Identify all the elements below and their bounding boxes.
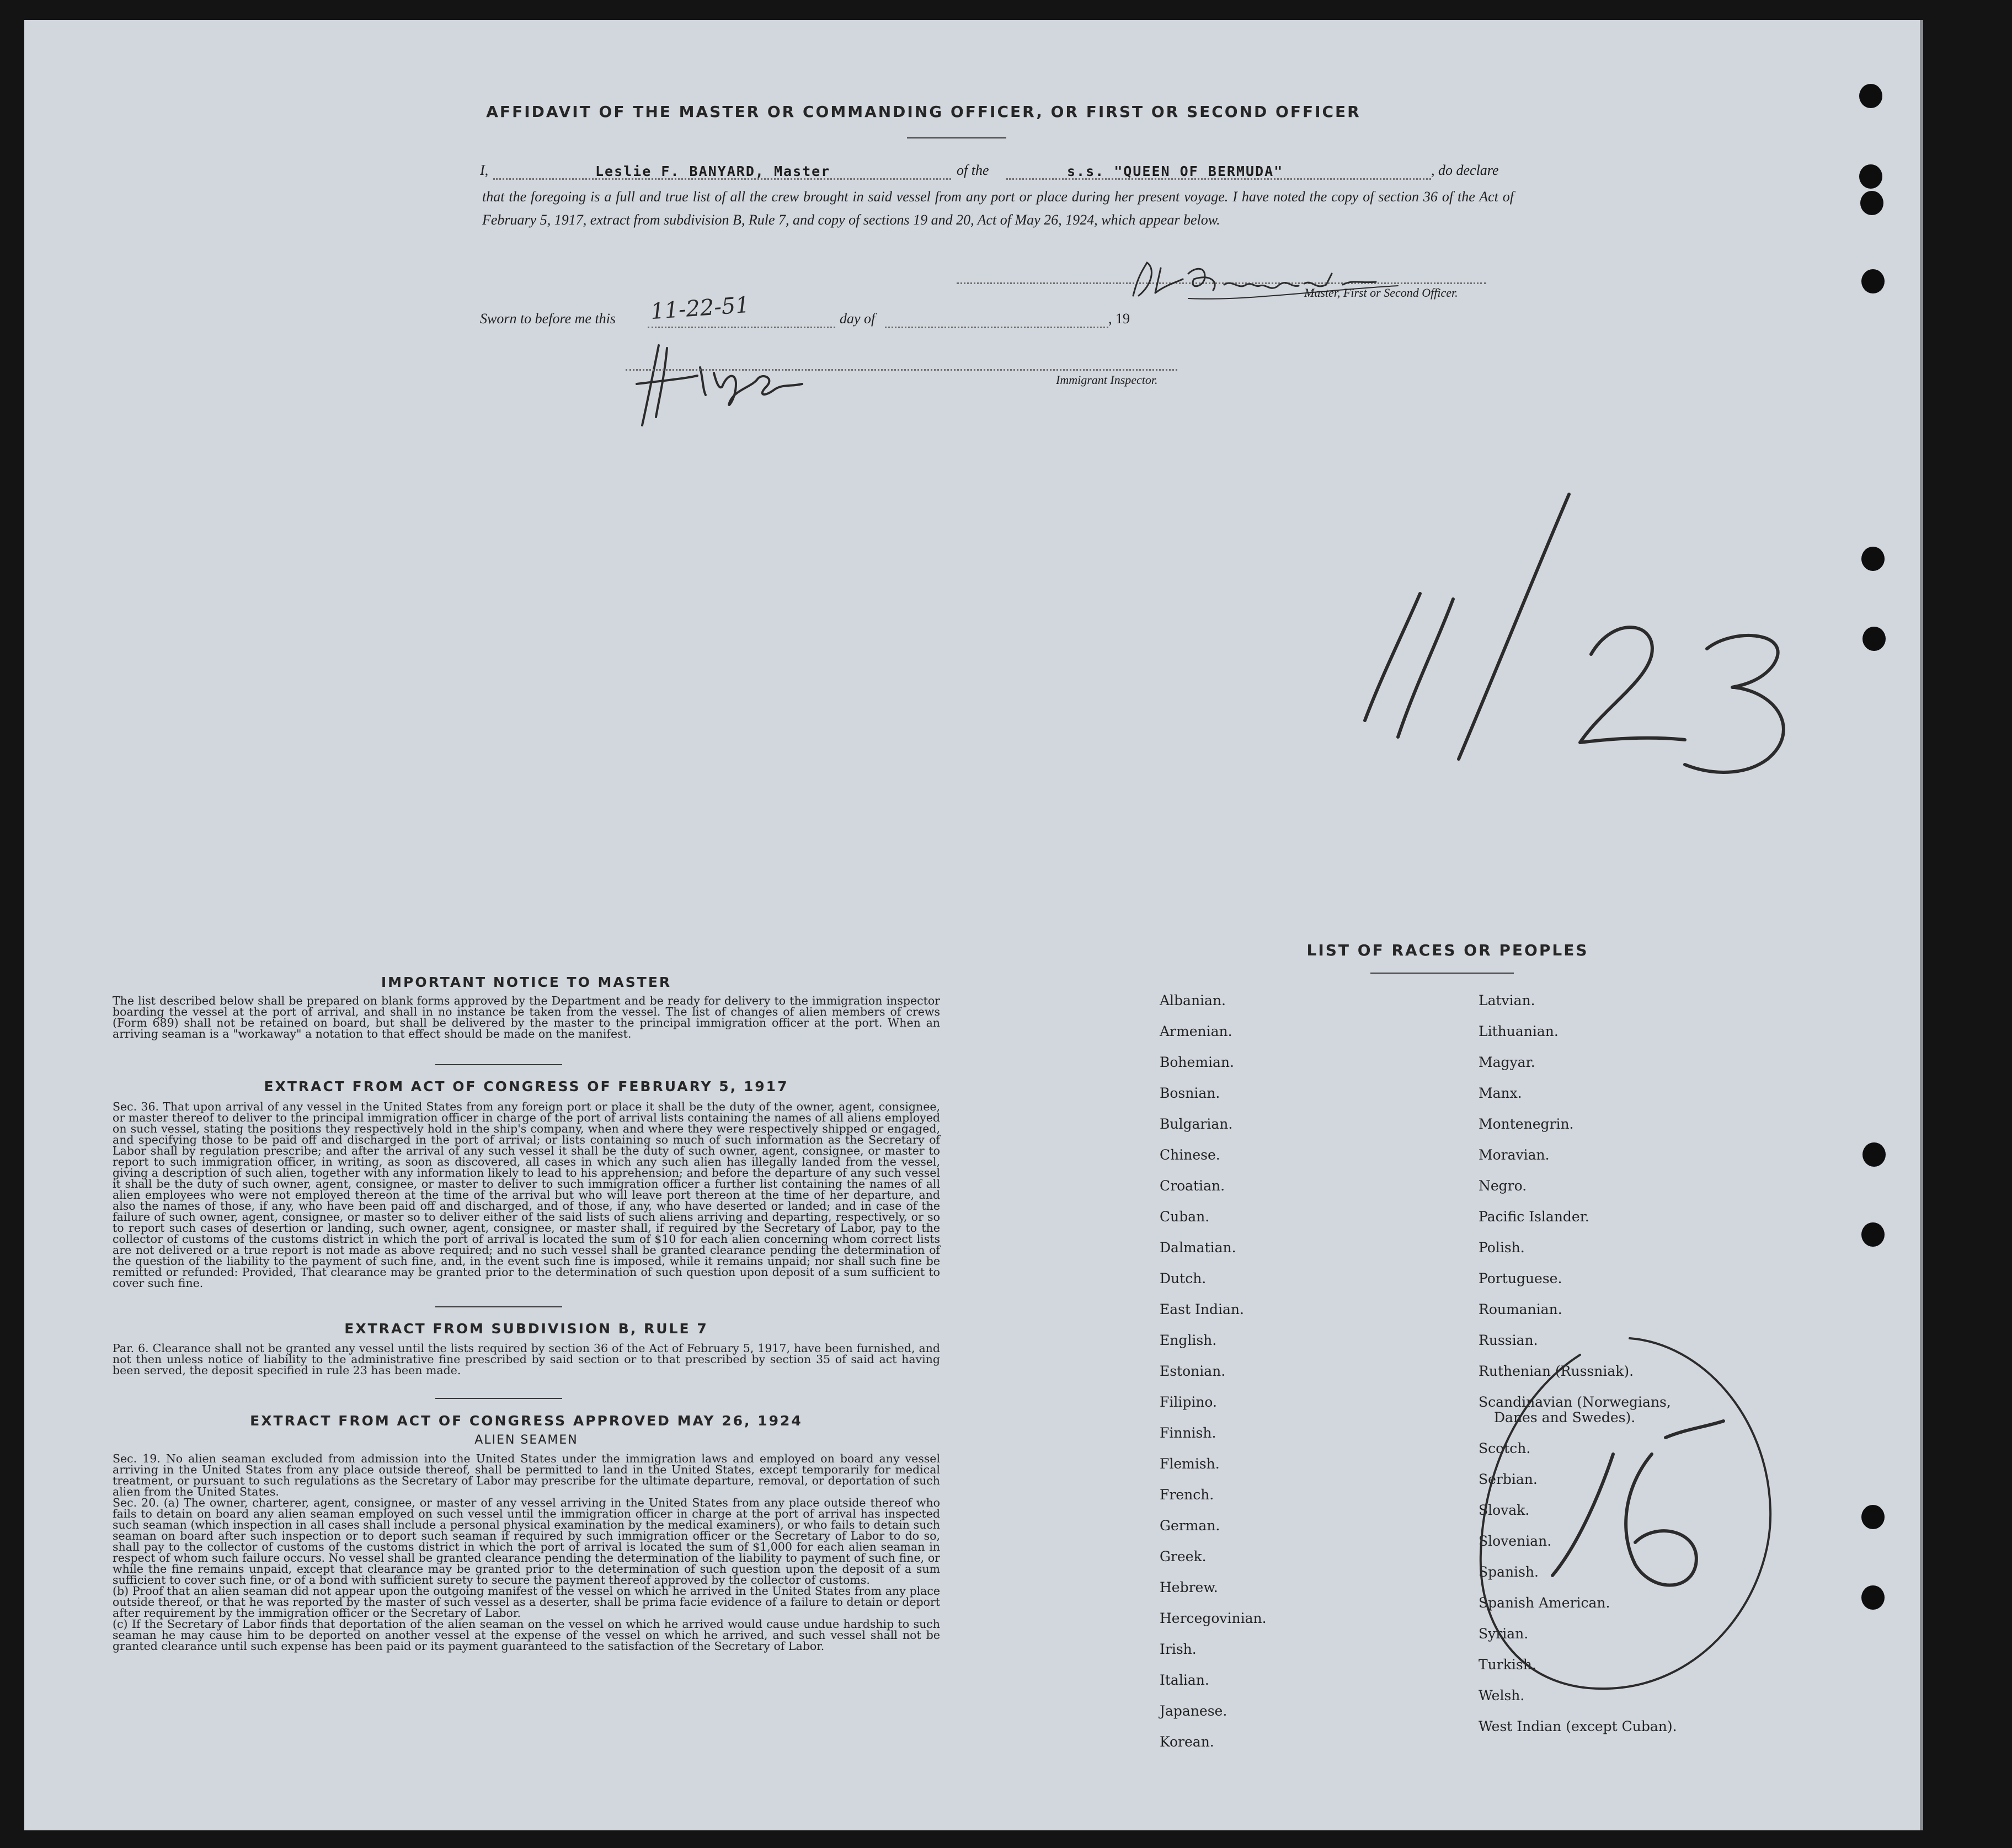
race-item: Armenian. [1160,1023,1232,1039]
sec-20b-paragraph: (b) Proof that an alien seaman did not appear upon the outgoing manifest of the vessel on which he arrived in the United States from any place outside thereof, or that he was reported by the master of such vessel as a deserter, shall be prima facie evidence of a failure to detain or deport after requirement by the immigration officer or the Secretary of Labor. [113,1584,940,1620]
binder-hole [1859,84,1882,108]
binder-hole [1859,164,1882,189]
races-divider [1370,973,1514,974]
affidavit-statement: that the foregoing is a full and true list of all the crew brought in said vessel from any port or place during her present voyage. I have noted the copy of section 36 of the Act of February 5, 1917, extract from subdivision B, Rule 7, and copy of sections 19 and 20, Act of May 26, 1924, which appear below. [482,189,1514,228]
binder-hole [1861,1585,1885,1610]
race-item: Albanian. [1160,992,1226,1008]
document-page [24,20,1923,1830]
race-item: Spanish American. [1479,1595,1610,1611]
race-item: Bulgarian. [1160,1116,1233,1132]
extract-rule7-title: EXTRACT FROM SUBDIVISION B, RULE 7 [344,1321,708,1337]
extract-1924-body [113,1453,940,1652]
race-item: Hercegovinian. [1160,1610,1267,1626]
signature-caption: Master, First or Second Officer. [1304,286,1458,300]
race-item: Moravian. [1479,1147,1550,1163]
race-item: Bohemian. [1160,1054,1234,1070]
race-item: Serbian. [1479,1471,1538,1487]
race-item: Dalmatian. [1160,1240,1236,1256]
race-item: Estonian. [1160,1363,1226,1379]
race-item: Slovak. [1479,1502,1530,1518]
inspector-signature [626,334,824,434]
race-item: German. [1160,1518,1220,1534]
extract-rule7-text: Par. 6. Clearance shall not be granted any vessel until the lists required by section 36 of the Act of February 5, 1917, have been furnished, and not then unless notice of liability to the administrative fine prescribed by said section or to that prescribed by section 35 of said act having been served, the deposit specified in rule 23 has been made. [113,1342,940,1377]
officer-name: Leslie F. BANYARD, Master [595,163,831,179]
extract-rule7-divider [435,1398,562,1399]
race-item: Montenegrin. [1479,1116,1574,1132]
race-item: Italian. [1160,1672,1209,1688]
sec-20a-paragraph: Sec. 20. (a) The owner, charterer, agent, consignee, or master of any vessel arriving in the United States from any place outside thereof who fails to detain on board any alien seaman employed on such vessel until the immigration officer in charge at the port of arrival has inspected such seaman (which inspection in all cases shall include a personal physical examination by the medical examiners), or who fails to detain such seaman on board after such inspection or to deport such seaman if required by such immigration officer or the Secretary of Labor to do so, shall pay to the collector of customs of the customs district in which the port of arrival is located the sum of $1,000 for each alien seaman in respect of whom such failure occurs. No vessel shall be granted clearance pending the determination of the liability to payment of such fine, or while the fine remains unpaid, except that clearance may be granted prior to the determination of such question upon the deposit of a sum sufficient to cover such fine, or of a bond with sufficient surety to secure the payment thereof approved by the collector of customs. [113,1496,940,1587]
affidavit-title: AFFIDAVIT OF THE MASTER OR COMMANDING OFFICER, OR FIRST OR SECOND OFFICER [486,103,1361,121]
race-item: Greek. [1160,1548,1207,1564]
day-of-label: day of [840,311,876,327]
race-item-scandinavian: Scandinavian (Norwegians, [1479,1394,1671,1410]
race-item: Negro. [1479,1178,1527,1194]
binder-hole [1860,191,1883,215]
extract-1917-title: EXTRACT FROM ACT OF CONGRESS OF FEBRUARY 5, 1917 [264,1078,789,1094]
race-item: Croatian. [1160,1178,1225,1194]
binder-hole [1861,1505,1885,1529]
race-item: Filipino. [1160,1394,1217,1410]
race-item: Turkish. [1479,1657,1536,1673]
race-item: Roumanian. [1479,1301,1562,1317]
extract-1917-text: Sec. 36. That upon arrival of any vessel in the United States from any foreign port or place it shall be the duty of the owner, agent, consignee, or master thereof to deliver to the principal immigration officer in charge of the port of arrival lists containing the names of all aliens employed on such vessel, stating the positions they respectively hold in the ship's company, when and where they were respectively shipped or engaged, and specifying those to be paid off and discharged in the port of arrival; or lists containing so much of such information as the Secretary of Labor shall by regulation prescribe; and after the arrival of any such vessel it shall be the duty of such owner, agent, consignee, or master to report to such immigration officer, in writing, as soon as discovered, all cases in which any such alien has illegally landed from the vessel, giving a description of such alien, together with any information likely to lead to his apprehension; and before the departure of any such vessel it shall be the duty of such owner, agent, consignee, or master to deliver to such immigration officer a further list containing the names of all alien employees who were not employed thereon at the time of the arrival but who will leave port thereon at the time of her departure, and also the names of those, if any, who have been paid off and discharged, and of those, if any, who have deserted or landed; and in case of the failure of such owner, agent, consignee, or master so to deliver either of the said lists of such aliens arriving and departing, respectively, or so to report such cases of desertion or landing, such owner, agent, consignee, or master shall, if required by the Secretary of Labor, pay to the collector of customs of the customs district in which the port of arrival is located the sum of $10 for each alien concerning whom correct lists are not delivered or a true report is not made as above required; and no such vessel shall be granted clearance pending the determination of the question of the liability to the payment of such fine, and, in the event such fine is imposed, while it remains unpaid; nor shall such fine be remitted or refunded: Provided, That clearance may be granted prior to the determination of such question upon deposit of a sum sufficient to cover such fine. [113,1100,940,1290]
binder-hole [1862,1142,1886,1167]
race-item: Polish. [1479,1240,1525,1256]
sworn-date-handwritten: 11-22-51 [649,292,751,325]
vessel-name: s.s. "QUEEN OF BERMUDA" [1067,163,1284,179]
notice-text: The list described below shall be prepared on blank forms approved by the Department and be ready for delivery to the immigration inspector boarding the vessel at the port of arrival, and shall in no instance be taken from the vessel. The list of changes of alien members of crews (Form 689) shall not be retained on board, but shall be delivered by the master to the principal immigration officer at the port. When an arriving seaman is a "workaway" a notation to that effect should be made on the manifest. [113,994,940,1040]
binder-hole [1861,269,1885,293]
i-label: I, [480,162,489,178]
sworn-label: Sworn to before me this [480,311,616,327]
title-divider [907,137,1006,138]
race-item: Latvian. [1479,992,1535,1008]
extract-1917-divider [435,1306,562,1307]
race-item: Welsh. [1479,1687,1525,1703]
inspector-caption: Immigrant Inspector. [1056,373,1158,387]
race-item: Lithuanian. [1479,1023,1559,1039]
sec-20c-paragraph: (c) If the Secretary of Labor finds that deportation of the alien seaman on the vessel on which he arrived would cause undue hardship to such seaman he may cause him to be deported on another vessel at the expense of the vessel on which he arrived, and such vessel shall not be granted clearance until such expense has been paid or its payment guaranteed to the satisfaction of the Secretary of Labor. [113,1617,940,1653]
race-item: Ruthenian (Russniak). [1479,1363,1634,1379]
extract-1924-subtitle: ALIEN SEAMEN [474,1433,578,1447]
race-item: Japanese. [1160,1703,1228,1719]
race-item: East Indian. [1160,1301,1244,1317]
of-the-label: of the [957,162,989,178]
race-item: Portuguese. [1479,1270,1562,1286]
race-item: Spanish. [1479,1564,1539,1580]
race-item: Cuban. [1160,1209,1210,1225]
race-item: Finnish. [1160,1425,1216,1441]
race-item: French. [1160,1487,1214,1503]
inspector-signature-line [626,369,1177,371]
race-item: Slovenian. [1479,1533,1552,1549]
race-item: Flemish. [1160,1456,1220,1472]
race-item: Scotch. [1479,1440,1531,1456]
extract-1924-title: EXTRACT FROM ACT OF CONGRESS APPROVED MAY 26, 1924 [250,1413,803,1429]
year-suffix: , 19 [1108,311,1130,327]
binder-hole [1862,627,1886,651]
races-left-column [1160,985,1267,1758]
do-declare-label: , do declare [1431,162,1499,178]
race-item: Hebrew. [1160,1579,1218,1595]
binder-hole [1861,547,1885,571]
race-item: English. [1160,1332,1217,1348]
race-item: Chinese. [1160,1147,1220,1163]
race-item: Pacific Islander. [1479,1209,1589,1225]
circled-number-mark [1470,1333,1779,1697]
race-item: Bosnian. [1160,1085,1220,1101]
sworn-date-line [648,327,835,328]
race-item: Magyar. [1479,1054,1535,1070]
month-line [885,327,1108,328]
race-item: Syrian. [1479,1626,1529,1642]
notice-title: IMPORTANT NOTICE TO MASTER [381,974,672,990]
notice-divider [435,1064,562,1065]
handwritten-date-mark [1326,489,1823,847]
binder-hole [1861,1222,1885,1247]
race-item: Dutch. [1160,1270,1207,1286]
race-item: Korean. [1160,1734,1214,1750]
sec-19-paragraph: Sec. 19. No alien seaman excluded from admission into the United States under the immigration laws and employed on board any vessel arriving in the United States from any place outside thereof, shall be permitted to land in the United States, except temporarily for medical treatment, or pursuant to such regulations as the Secretary of Labor may prescribe for the ultimate departure, removal, or deportation of such alien from the United States. [113,1452,940,1498]
race-item-continuation: Danes and Swedes). [1494,1409,1636,1425]
race-item: Irish. [1160,1641,1197,1657]
races-title: LIST OF RACES OR PEOPLES [1306,941,1589,959]
race-item: Russian. [1479,1332,1538,1348]
race-item: West Indian (except Cuban). [1479,1718,1677,1734]
race-item: Manx. [1479,1085,1522,1101]
